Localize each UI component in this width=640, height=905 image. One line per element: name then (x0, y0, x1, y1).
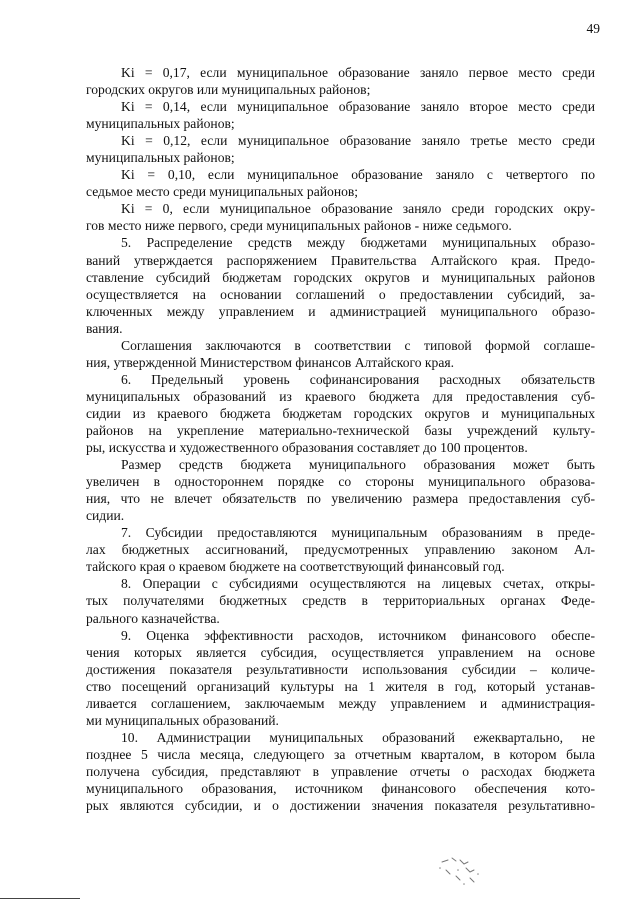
text-line: ния, что не влечет обязательств по увеличению размера предоставления суб- (86, 491, 595, 507)
text-line: ключенных между управлением и администрацией муниципального образо- (86, 303, 595, 319)
text-line: позднее 5 числа месяца, следующего за отчетным кварталом, в котором была (86, 746, 595, 762)
text-line: ми муниципальных образований. (86, 712, 279, 728)
text-line: увеличен в одностороннем порядке со стороны муниципального образова- (86, 474, 595, 490)
text-line: 7. Субсидии предоставляются муниципальным образованиям в преде- (121, 525, 595, 541)
text-line: ния, утвержденной Министерством финансов Алтайского края. (86, 354, 455, 370)
text-line: тых получателями бюджетных средств в территориальных органах Феде- (86, 593, 595, 609)
text-line: Ki = 0, если муниципальное образование заняло среди городских окру- (121, 201, 595, 217)
text-line: тайского края о краевом бюджете на соответствующий финансовый год. (86, 559, 505, 575)
text-line: городских округов или муниципальных районов; (86, 82, 371, 98)
text-line: достижения показателя результативности использования субсидии – количе- (86, 661, 595, 677)
text-line: 9. Оценка эффективности расходов, источником финансового обеспе- (121, 627, 595, 643)
text-line: получена субсидия, представляют в управление отчеты о расходах бюджета (86, 763, 595, 779)
text-line: Ki = 0,14, если муниципальное образование заняло второе место среди (121, 99, 595, 115)
bottom-edge-rule (0, 898, 80, 899)
text-line: 5. Распределение средств между бюджетами муниципальных образо- (121, 235, 595, 251)
text-line: муниципальных образований из краевого бюджета для предоставления суб- (86, 388, 595, 404)
document-text (86, 64, 595, 814)
text-line: муниципального образования, источником финансового обеспечения кото- (86, 780, 595, 796)
ink-scribble-mark (430, 848, 490, 888)
text-line: ство посещений организаций культуры на 1 жителя в год, который устанав- (86, 678, 595, 694)
text-line: сидии из краевого бюджета бюджетам городских округов и муниципальных (86, 405, 595, 421)
text-line: лах бюджетных ассигнований, предусмотренных управлению законом Ал- (86, 542, 595, 558)
text-line: чения которых является субсидия, осуществляется управлением на основе (86, 644, 595, 660)
text-line: Ki = 0,12, если муниципальное образование заняло третье место среди (121, 133, 595, 149)
text-line: сидии. (86, 508, 125, 524)
text-line: рых являются субсидии, и о достижении значения показателя результативно- (86, 798, 595, 814)
text-line: муниципальных районов; (86, 150, 235, 166)
text-line: Ki = 0,10, если муниципальное образование заняло с четвертого по (121, 167, 595, 183)
text-line: ваний утверждается распоряжением Правительства Алтайского края. Предо- (86, 252, 595, 268)
text-line: седьмое место среди муниципальных районов; (86, 184, 359, 200)
text-line: 6. Предельный уровень софинансирования расходных обязательств (121, 371, 595, 387)
text-line: ливается соглашением, заключаемым между управлением и администрация- (86, 695, 595, 711)
text-line: муниципальных районов; (86, 116, 235, 132)
text-line: гов место ниже первого, среди муниципальных районов - ниже седьмого. (86, 218, 512, 234)
text-line: Соглашения заключаются в соответствии с типовой формой соглаше- (121, 337, 595, 353)
text-line: 8. Операции с субсидиями осуществляются на лицевых счетах, откры- (121, 576, 595, 592)
text-line: Ki = 0,17, если муниципальное образование заняло первое место среди (121, 65, 595, 80)
text-line: 10. Администрации муниципальных образований ежеквартально, не (121, 729, 595, 745)
text-line: ры, искусства и художественного образования составляет до 100 процентов. (86, 440, 528, 456)
text-line: ставление субсидий бюджетам городских округов и муниципальных районов (86, 269, 595, 285)
text-line: Размер средств бюджета муниципального образования может быть (121, 457, 595, 473)
text-line: осуществляется на основании соглашений о предоставлении субсидий, за- (86, 286, 595, 302)
text-line: районов на укрепление материально-технической базы учреждений культу- (86, 422, 595, 438)
page-number: 49 (586, 21, 600, 36)
text-line: вания. (86, 320, 123, 336)
text-line: рального казначейства. (86, 610, 220, 626)
